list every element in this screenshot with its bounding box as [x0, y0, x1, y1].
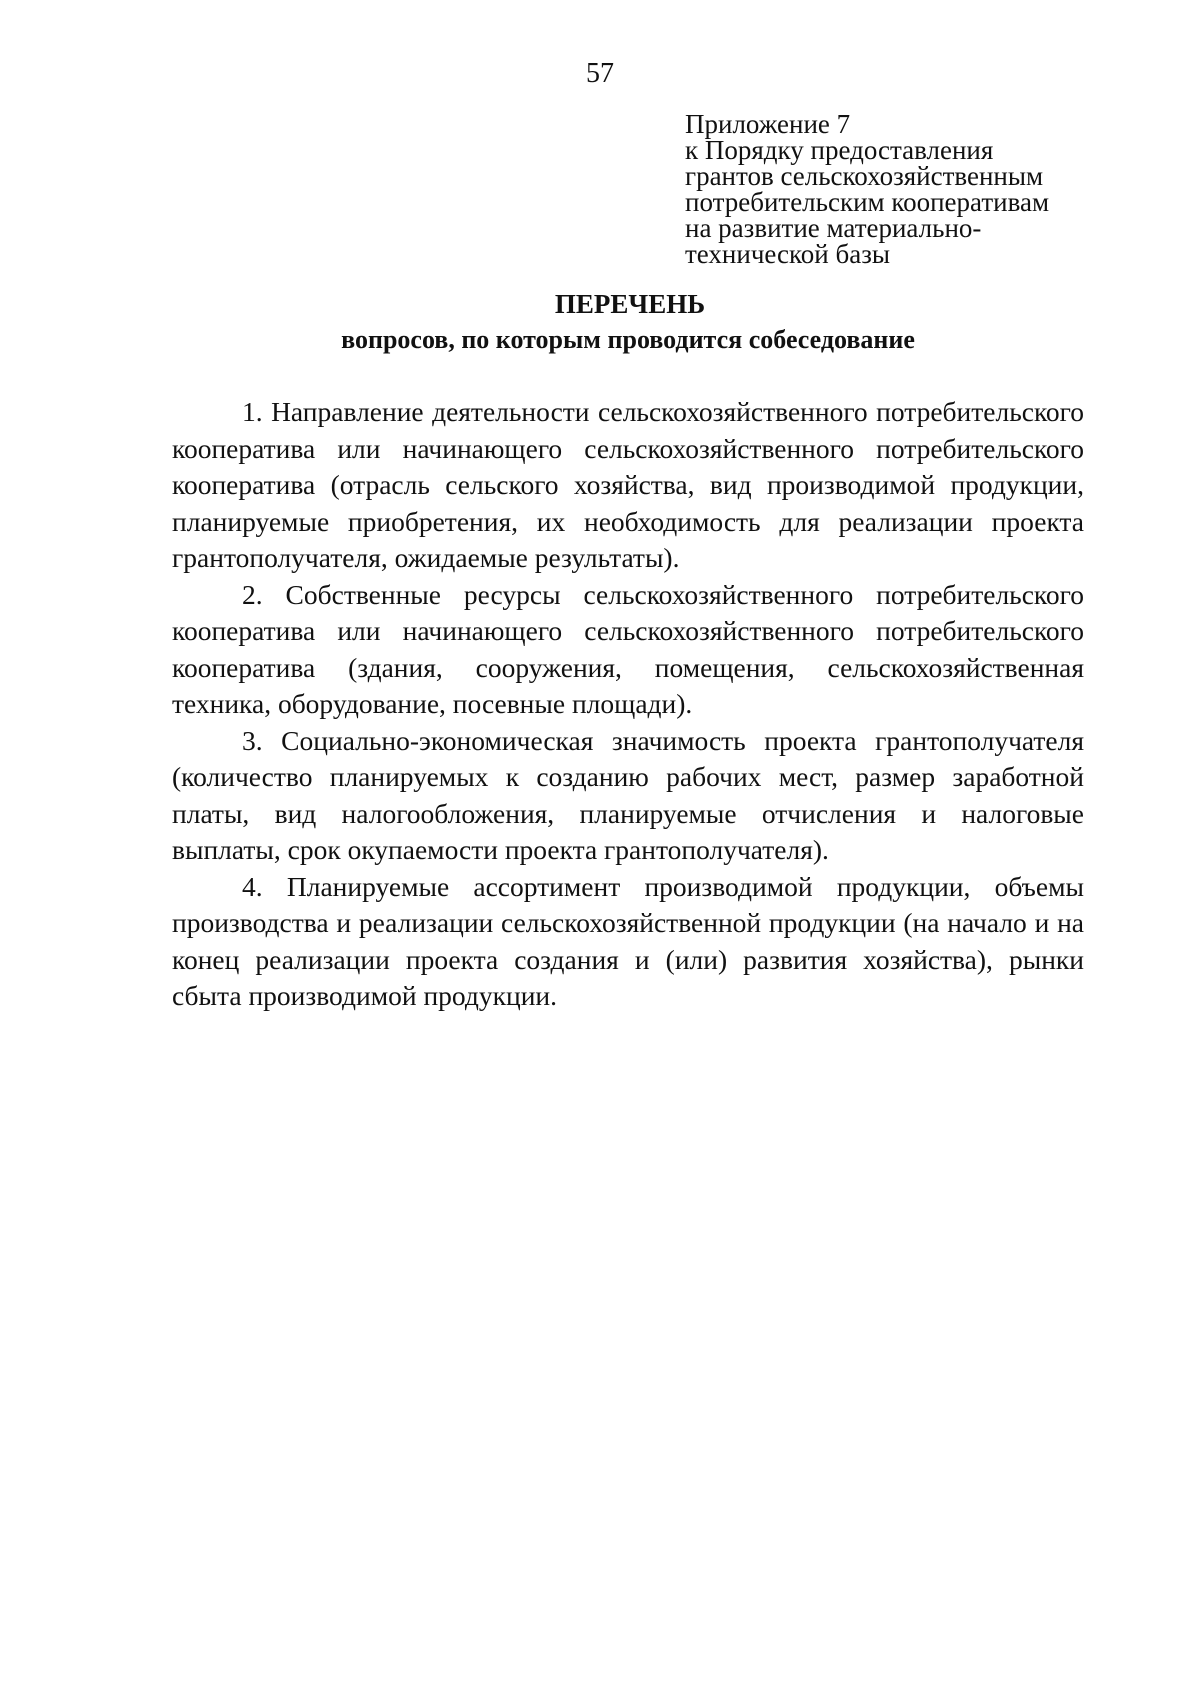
appendix-line: на развитие материально- [685, 213, 982, 243]
list-item: 3. Социально-экономическая значимость проекта грантополучателя (количество планируемых к созданию рабочих мест, размер заработной платы, вид налогообложения, планируемые отчисления и налоговые выплаты, срок окупаемости проекта грантополучателя). [172, 724, 1084, 865]
list-item: 4. Планируемые ассортимент производимой продукции, объемы производства и реализации сельскохозяйственной продукции (на начало и на конец реализации проекта создания и (или) развития хозяйства), рынки сбыта производимой продукции. [172, 870, 1084, 1011]
appendix-line: Приложение 7 [685, 109, 851, 139]
appendix-line: грантов сельскохозяйственным [685, 161, 1044, 191]
list-item: 1. Направление деятельности сельскохозяйственного потребительского кооператива или начинающего сельскохозяйственного потребительского кооператива (отрасль сельского хозяйства, вид производимой продукции, планируемые приобретения, их необходимость для реализации проекта грантополучателя, ожидаемые результаты). [172, 396, 1084, 573]
page-number: 57 [586, 58, 614, 89]
appendix-line: технической базы [685, 239, 891, 269]
question-list [172, 394, 1084, 1015]
document-subtitle: вопросов, по которым проводится собеседование [341, 325, 915, 354]
appendix-line: к Порядку предоставления [685, 135, 994, 165]
document-title: ПЕРЕЧЕНЬ [554, 289, 706, 319]
appendix-note [685, 111, 1115, 267]
appendix-line: потребительским кооперативам [685, 187, 1050, 217]
list-item: 2. Собственные ресурсы сельскохозяйственного потребительского кооператива или начинающего сельскохозяйственного потребительского кооператива (здания, сооружения, помещения, сельскохозяйственная техника, оборудование, посевные площади). [172, 578, 1084, 719]
